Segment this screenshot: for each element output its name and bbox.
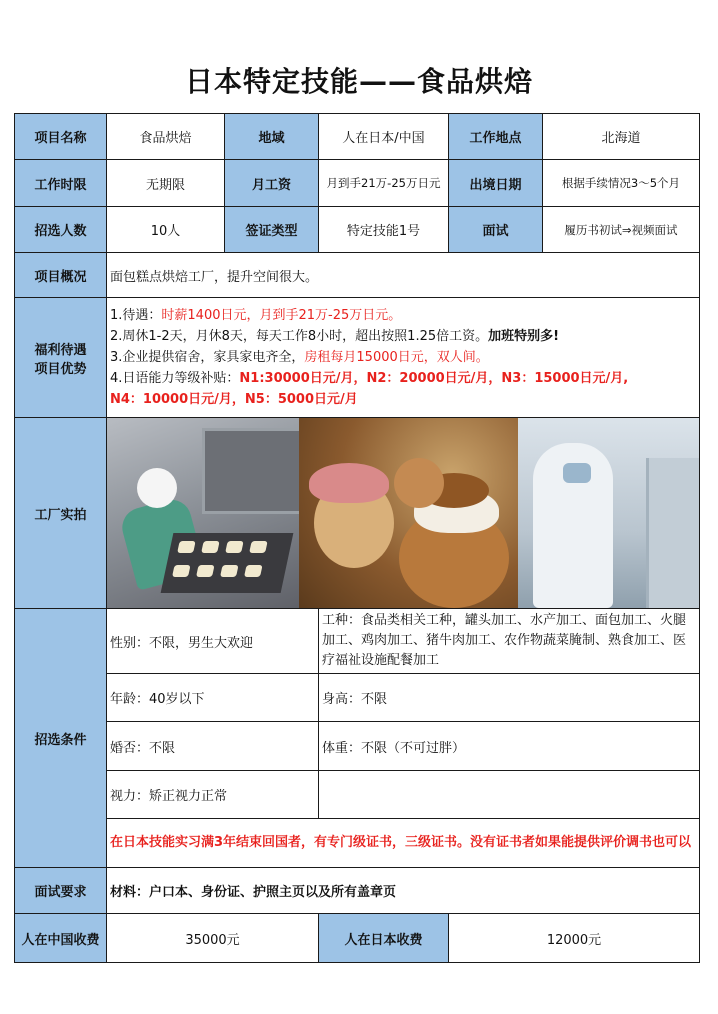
row-benefits [15,298,700,418]
label-work-location: 工作地点 [449,114,543,160]
cream-puff-photo [299,418,519,608]
photo-strip [107,418,699,608]
value-work-period: 无期限 [107,160,225,207]
label-benefits [15,298,107,418]
label-departure-date: 出境日期 [449,160,543,207]
benefit-2-text: 2.周休1-2天，月休8天，每天工作8小时，超出按照1.25倍工资。 [110,329,489,344]
condition-job-types: 工种：食品类相关工种，罐头加工、水产加工、面包加工、火腿加工、鸡肉加工、猪牛肉加工、农作物蔬菜腌制、熟食加工、医疗福祉设施配餐加工 [319,609,700,674]
label-work-period: 工作时限 [15,160,107,207]
benefit-line-4 [110,368,696,389]
label-overview: 项目概况 [15,253,107,298]
value-project-name: 食品烘焙 [107,114,225,160]
photos-cell [107,418,700,609]
row-conditions-2 [15,674,700,722]
benefit-line-2 [110,326,696,347]
bread-tray-shape [161,533,294,593]
condition-age: 年龄：40岁以下 [107,674,319,722]
label-interview: 面试 [449,207,543,253]
row-photos [15,418,700,609]
benefit-line-1 [110,305,696,326]
condition-vision: 视力：矫正视力正常 [107,771,319,819]
bakery-worker-photo [107,418,299,608]
value-fee-china: 35000元 [107,914,319,963]
value-departure-date: 根据手续情况3～5个月 [543,160,700,207]
condition-empty [319,771,700,819]
value-interview-materials: 材料：户口本、身份证、护照主页以及所有盖章页 [107,868,700,914]
label-monthly-salary: 月工资 [225,160,319,207]
label-conditions: 招选条件 [15,609,107,868]
condition-height: 身高：不限 [319,674,700,722]
label-region: 地域 [225,114,319,160]
benefits-content [107,298,700,418]
value-region: 人在日本/中国 [319,114,449,160]
machine-shape [646,458,699,608]
value-interview: 履历书初试⇒视频面试 [543,207,700,253]
worker-cap-shape [137,468,177,508]
label-project-name: 项目名称 [15,114,107,160]
job-info-table [14,113,700,963]
condition-gender: 性别：不限，男生大欢迎 [107,609,319,674]
label-factory-photos: 工厂实拍 [15,418,107,609]
label-benefits-line2: 项目优势 [34,361,87,377]
label-visa-type: 签证类型 [225,207,319,253]
benefit-3-highlight: 房租每月15000日元，双人间。 [304,350,489,365]
label-benefits-line1: 福利待遇 [34,342,87,358]
row-conditions-note [15,819,700,868]
benefit-line-3 [110,347,696,368]
benefit-4-highlight: N1:30000日元/月，N2：20000日元/月，N3：15000日元/月, [239,371,629,386]
benefit-line-5: N4：10000日元/月，N5：5000日元/月 [110,392,358,407]
benefit-4-label: 4.日语能力等级补贴： [110,371,240,386]
row-overview [15,253,700,298]
benefit-2-bold: 加班特别多! [488,329,560,344]
row-project [15,114,700,160]
row-interview-req [15,868,700,914]
condition-weight: 体重：不限（不可过胖） [319,722,700,771]
label-interview-req: 面试要求 [15,868,107,914]
mask-shape [563,463,591,483]
factory-worker-photo [518,418,699,608]
value-monthly-salary: 月到手21万-25万日元 [319,160,449,207]
value-recruit-count: 10人 [107,207,225,253]
label-recruit-count: 招选人数 [15,207,107,253]
label-fee-japan: 人在日本收费 [319,914,449,963]
row-period [15,160,700,207]
page-title: 日本特定技能——食品烘焙 [184,65,533,98]
condition-note: 在日本技能实习满3年结束回国者，有专门级证书，三级证书。没有证书者如果能提供评价调书也可以 [107,819,700,868]
row-recruit [15,207,700,253]
oven-shape [202,428,299,514]
row-conditions-4 [15,771,700,819]
benefit-1-highlight: 时薪1400日元，月到手21万-25万日元。 [161,308,402,323]
row-fees [15,914,700,963]
value-fee-japan: 12000元 [449,914,700,963]
benefit-1-label: 1.待遇： [110,308,162,323]
row-conditions-1 [15,609,700,674]
value-visa-type: 特定技能1号 [319,207,449,253]
value-overview: 面包糕点烘焙工厂，提升空间很大。 [107,253,700,298]
benefit-3-text: 3.企业提供宿舍，家具家电齐全， [110,350,305,365]
row-conditions-3 [15,722,700,771]
condition-marital: 婚否：不限 [107,722,319,771]
value-work-location: 北海道 [543,114,700,160]
label-fee-china: 人在中国收费 [15,914,107,963]
